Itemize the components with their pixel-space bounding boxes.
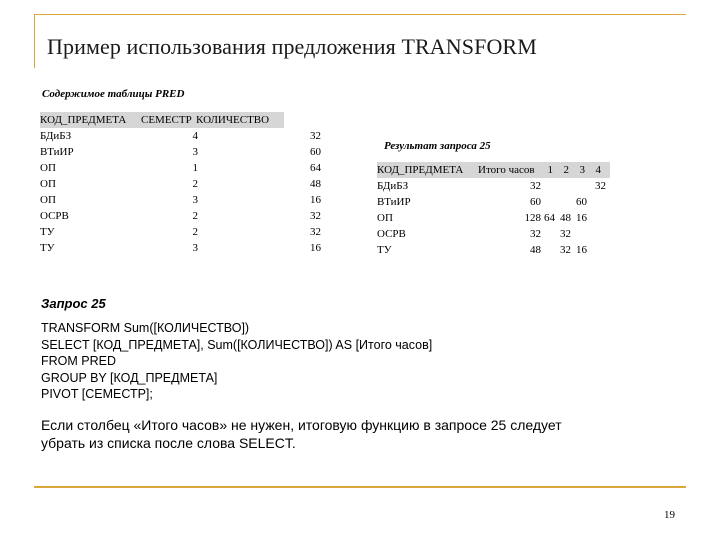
sql-line: FROM PRED [41,354,116,368]
table-row [40,192,321,208]
source-cell-subject: ОП [40,162,56,174]
result-header-semester-4: 4 [595,164,601,176]
result-table [377,162,622,258]
result-header-semester-3: 3 [579,164,585,176]
table-row [40,160,321,176]
result-cell-subject: ВТиИР [377,196,411,208]
source-cell-subject: БДиБЗ [40,130,72,142]
result-cell-sem1: 64 [544,212,555,224]
source-table-header-row [40,112,284,128]
result-cell-subject: ОСРВ [377,228,406,240]
source-cell-quantity: 32 [310,130,321,142]
result-cell-subject: БДиБЗ [377,180,409,192]
note-line: Если столбец «Итого часов» не нужен, итоговую функцию в запросе 25 следует [41,417,562,433]
result-cell-sem2: 32 [560,244,571,256]
source-header-subject-code: КОД_ПРЕДМЕТА [40,114,127,126]
source-header-quantity: КОЛИЧЕСТВО [196,114,270,126]
source-cell-semester: 3 [192,242,198,254]
table-row [377,226,622,242]
source-cell-quantity: 64 [310,162,321,174]
explanation-note [41,416,681,452]
source-cell-quantity: 16 [310,194,321,206]
corner-accent-horizontal-line [34,14,686,15]
source-cell-semester: 2 [192,178,198,190]
source-cell-subject: ОП [40,178,56,190]
source-cell-subject: ОСРВ [40,210,69,222]
result-table-header-row [377,162,610,178]
sql-line: GROUP BY [КОД_ПРЕДМЕТА] [41,370,218,385]
sql-line: PIVOT [СЕМЕСТР]; [41,387,153,401]
result-cell-sem2: 32 [560,228,571,240]
source-header-semester: СЕМЕСТР [141,114,192,126]
source-cell-subject: ТУ [40,226,55,238]
table-row [377,210,622,226]
table-row [377,242,622,258]
result-cell-total: 48 [530,244,541,256]
result-cell-sem3: 16 [576,244,587,256]
sql-line: TRANSFORM Sum([КОЛИЧЕСТВО]) [41,321,250,335]
source-cell-quantity: 32 [310,226,321,238]
sql-line: SELECT [КОД_ПРЕДМЕТА], Sum([КОЛИЧЕСТВО]) AS [Итого часов] [41,337,433,352]
result-cell-total: 128 [524,212,541,224]
result-table-caption: Результат запроса 25 [384,140,491,152]
bottom-divider-line [34,486,686,488]
source-cell-quantity: 16 [310,242,321,254]
source-cell-quantity: 48 [310,178,321,190]
result-cell-total: 32 [530,228,541,240]
query-title: Запрос 25 [41,296,106,311]
table-row [40,224,321,240]
result-cell-sem3: 60 [576,196,587,208]
source-table-caption: Содержимое таблицы PRED [42,88,185,100]
table-row [40,144,321,160]
result-cell-total: 60 [530,196,541,208]
result-cell-subject: ОП [377,212,393,224]
source-cell-quantity: 60 [310,146,321,158]
sql-code-block [41,320,432,403]
table-row [40,128,321,144]
source-cell-subject: ТУ [40,242,55,254]
source-cell-subject: ОП [40,194,56,206]
result-header-semester-1: 1 [547,164,553,176]
result-header-subject-code: КОД_ПРЕДМЕТА [377,164,464,176]
table-row [377,178,622,194]
slide-title: Пример использования предложения TRANSFORM [47,34,537,59]
result-cell-total: 32 [530,180,541,192]
result-header-semester-2: 2 [563,164,569,176]
result-cell-sem4: 32 [595,180,606,192]
table-row [40,208,321,224]
source-cell-subject: ВТиИР [40,146,74,158]
corner-accent-vertical-line [34,14,35,68]
source-cell-semester: 2 [192,210,198,222]
source-cell-semester: 3 [192,146,198,158]
page-number: 19 [664,509,675,521]
table-row [40,240,321,256]
result-cell-sem2: 48 [560,212,571,224]
note-line: убрать из списка после слова SELECT. [41,435,296,451]
source-cell-semester: 1 [192,162,198,174]
result-cell-sem3: 16 [576,212,587,224]
source-table [40,112,321,256]
result-cell-subject: ТУ [377,244,392,256]
table-row [40,176,321,192]
source-cell-semester: 3 [192,194,198,206]
table-row [377,194,622,210]
source-cell-quantity: 32 [310,210,321,222]
source-cell-semester: 4 [192,130,198,142]
result-header-total-hours: Итого часов [478,164,535,176]
source-cell-semester: 2 [192,226,198,238]
